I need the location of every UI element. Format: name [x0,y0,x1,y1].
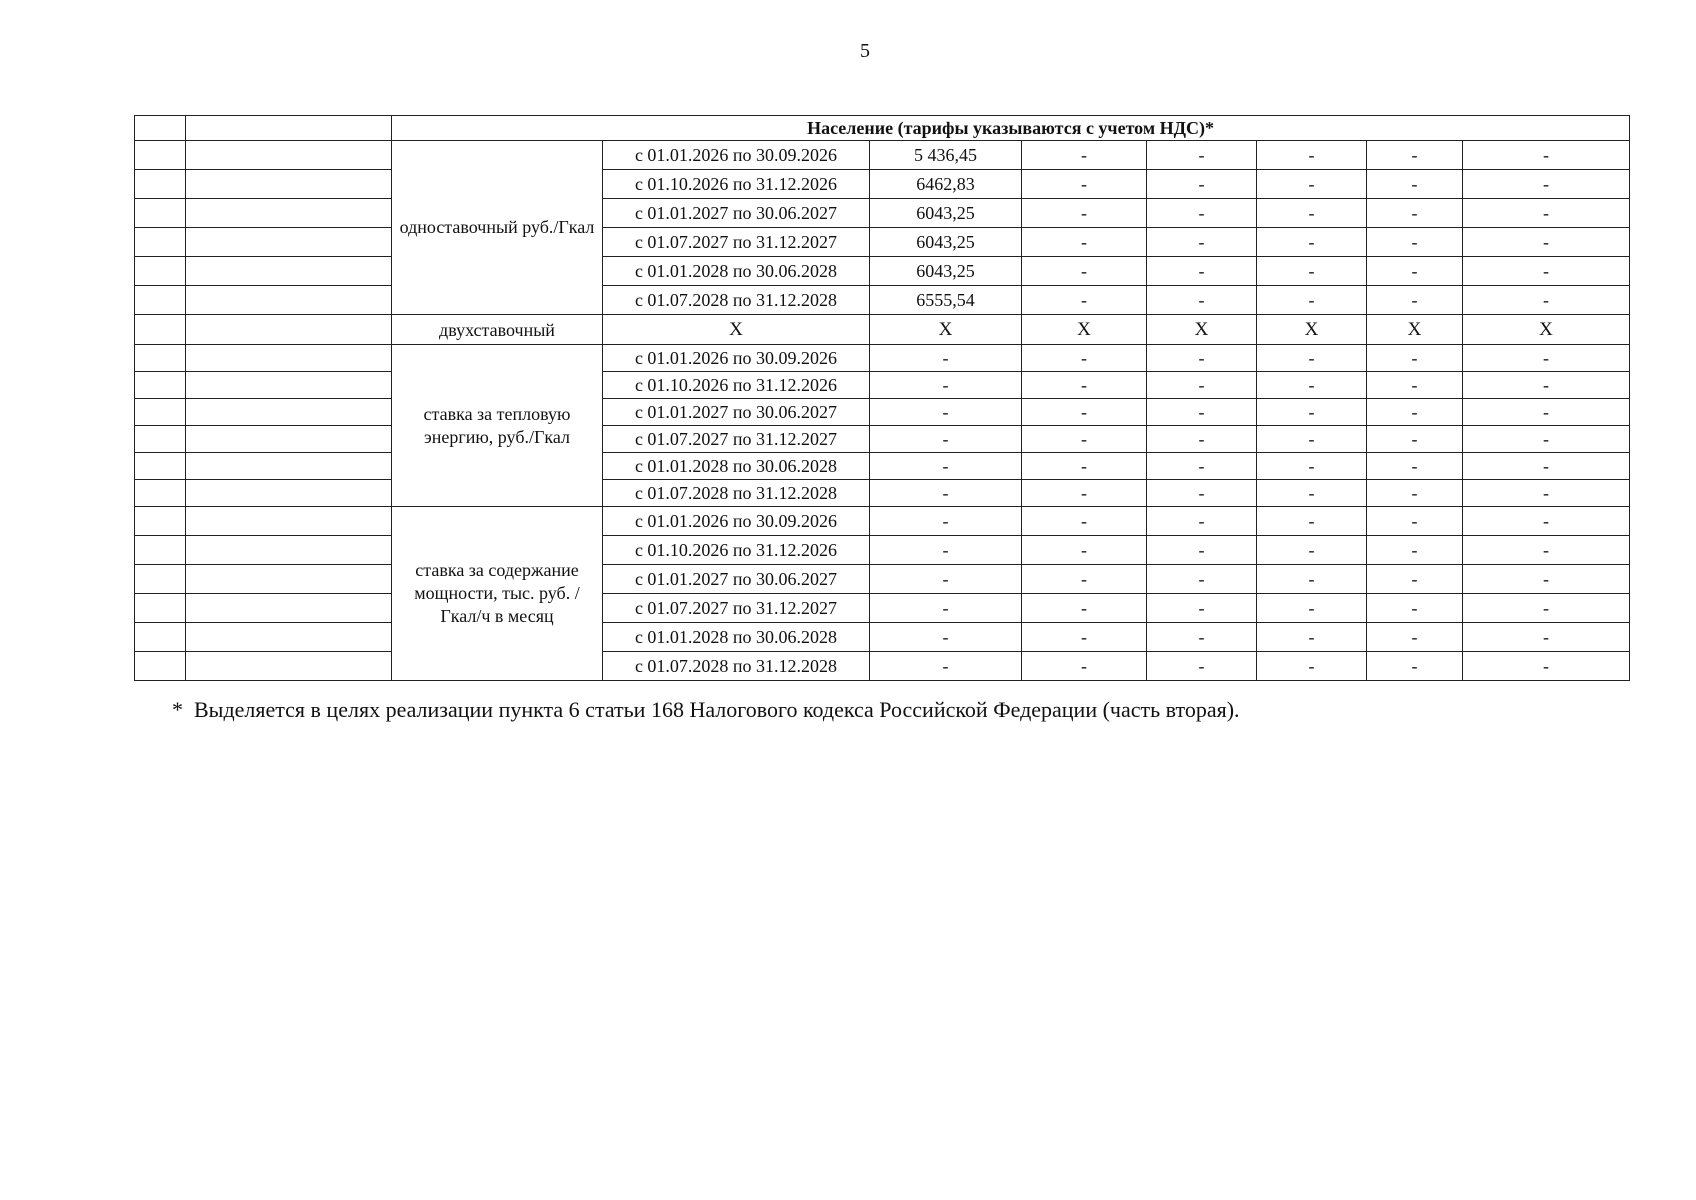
empty-cell [186,507,392,536]
two-rate-label: двухставочный [392,315,603,345]
single-rate-row [135,286,1630,315]
dash-cell: - [1147,594,1257,623]
single-rate-row [135,170,1630,199]
page-number: 5 [860,40,870,62]
dash-cell: - [1257,228,1367,257]
dash-cell: - [1463,345,1630,372]
period-cell: с 01.07.2028 по 31.12.2028 [603,480,870,507]
empty-cell [186,565,392,594]
dash-cell: - [1367,141,1463,170]
dash-cell: - [1147,345,1257,372]
tariff-value: 5 436,45 [870,141,1022,170]
dash-cell: - [1022,141,1147,170]
dash-cell: - [1257,623,1367,652]
dash-cell: - [1463,286,1630,315]
dash-cell: - [1367,399,1463,426]
dash-cell: - [1367,426,1463,453]
empty-cell [135,345,186,372]
dash-cell: - [1147,565,1257,594]
dash-cell: - [870,399,1022,426]
dash-cell: - [1367,345,1463,372]
single-rate-row [135,228,1630,257]
empty-cell [186,141,392,170]
empty-cell [135,257,186,286]
empty-cell [186,594,392,623]
empty-cell [135,652,186,681]
heat-energy-row [135,480,1630,507]
dash-cell: - [1463,257,1630,286]
dash-cell: - [1147,652,1257,681]
dash-cell: - [1147,623,1257,652]
dash-cell: - [1257,257,1367,286]
dash-cell: - [1463,507,1630,536]
dash-cell: - [1463,170,1630,199]
empty-cell [135,536,186,565]
dash-cell: - [1367,453,1463,480]
period-cell: с 01.01.2026 по 30.09.2026 [603,345,870,372]
empty-cell [135,199,186,228]
period-cell: с 01.10.2026 по 31.12.2026 [603,372,870,399]
empty-cell [186,623,392,652]
dash-cell: - [1257,286,1367,315]
dash-cell: - [1147,141,1257,170]
empty-cell [135,623,186,652]
section-title: Население (тарифы указываются с учетом НДС)* [392,116,1630,141]
period-cell: с 01.07.2027 по 31.12.2027 [603,594,870,623]
dash-cell: - [1257,594,1367,623]
dash-cell: - [1257,426,1367,453]
footnote-mark: * [172,697,183,722]
heat-energy-row [135,453,1630,480]
period-cell: с 01.01.2028 по 30.06.2028 [603,453,870,480]
cross-cell: X [1022,315,1147,345]
dash-cell: - [1147,372,1257,399]
dash-cell: - [1147,286,1257,315]
footnote-text: Выделяется в целях реализации пункта 6 статьи 168 Налогового кодекса Российской Федерации (часть вторая). [194,697,1240,722]
dash-cell: - [1022,286,1147,315]
capacity-row [135,652,1630,681]
dash-cell: - [1367,372,1463,399]
dash-cell: - [1367,286,1463,315]
empty-cell [135,399,186,426]
capacity-row [135,594,1630,623]
dash-cell: - [1257,372,1367,399]
dash-cell: - [1147,170,1257,199]
dash-cell: - [1257,141,1367,170]
cross-cell: X [1463,315,1630,345]
dash-cell: - [1022,345,1147,372]
dash-cell: - [870,453,1022,480]
dash-cell: - [870,345,1022,372]
section-header-row [135,116,1630,141]
dash-cell: - [1147,426,1257,453]
cross-cell: X [1367,315,1463,345]
dash-cell: - [870,536,1022,565]
empty-cell [186,257,392,286]
dash-cell: - [1257,480,1367,507]
tariff-value: 6043,25 [870,257,1022,286]
empty-cell [135,170,186,199]
period-cell: с 01.01.2027 по 30.06.2027 [603,565,870,594]
cross-cell: X [1257,315,1367,345]
period-cell: с 01.01.2027 по 30.06.2027 [603,199,870,228]
empty-cell [135,480,186,507]
dash-cell: - [1463,565,1630,594]
cross-cell: X [1147,315,1257,345]
dash-cell: - [1022,257,1147,286]
single-rate-row [135,257,1630,286]
dash-cell: - [1367,257,1463,286]
dash-cell: - [1367,536,1463,565]
dash-cell: - [1463,623,1630,652]
dash-cell: - [1022,623,1147,652]
empty-cell [186,536,392,565]
period-cell: с 01.01.2027 по 30.06.2027 [603,399,870,426]
dash-cell: - [1022,536,1147,565]
dash-cell: - [1147,453,1257,480]
dash-cell: - [1257,345,1367,372]
period-cell: с 01.07.2027 по 31.12.2027 [603,228,870,257]
empty-cell [186,345,392,372]
capacity-row [135,536,1630,565]
empty-cell [135,116,186,141]
dash-cell: - [870,426,1022,453]
dash-cell: - [1463,536,1630,565]
empty-cell [135,315,186,345]
dash-cell: - [1022,228,1147,257]
empty-cell [186,315,392,345]
empty-cell [135,507,186,536]
two-rate-row [135,315,1630,345]
tariff-table-body [135,116,1630,681]
single-rate-label: одноставочный руб./Гкал [392,141,603,315]
dash-cell: - [1463,141,1630,170]
empty-cell [186,399,392,426]
dash-cell: - [1257,565,1367,594]
period-cell: с 01.10.2026 по 31.12.2026 [603,170,870,199]
dash-cell: - [1147,199,1257,228]
dash-cell: - [1463,372,1630,399]
empty-cell [135,565,186,594]
dash-cell: - [1022,480,1147,507]
tariff-value: 6555,54 [870,286,1022,315]
single-rate-row [135,199,1630,228]
empty-cell [135,228,186,257]
heat-energy-row [135,426,1630,453]
tariff-value: 6043,25 [870,228,1022,257]
heat-energy-label: ставка за тепловую энергию, руб./Гкал [392,345,603,507]
period-cell: с 01.01.2028 по 30.06.2028 [603,257,870,286]
heat-energy-row [135,345,1630,372]
dash-cell: - [1147,507,1257,536]
dash-cell: - [1463,199,1630,228]
dash-cell: - [1257,453,1367,480]
period-cell: с 01.10.2026 по 31.12.2026 [603,536,870,565]
dash-cell: - [1367,199,1463,228]
dash-cell: - [1367,170,1463,199]
dash-cell: - [1463,453,1630,480]
dash-cell: - [870,480,1022,507]
dash-cell: - [1147,399,1257,426]
empty-cell [186,286,392,315]
dash-cell: - [1022,594,1147,623]
dash-cell: - [870,594,1022,623]
dash-cell: - [1367,623,1463,652]
dash-cell: - [1022,507,1147,536]
dash-cell: - [870,623,1022,652]
capacity-label: ставка за содержание мощности, тыс. руб. /Гкал/ч в месяц [392,507,603,681]
empty-cell [186,116,392,141]
empty-cell [135,141,186,170]
dash-cell: - [1022,372,1147,399]
dash-cell: - [870,565,1022,594]
capacity-row [135,507,1630,536]
empty-cell [186,480,392,507]
dash-cell: - [1022,565,1147,594]
empty-cell [186,372,392,399]
empty-cell [135,286,186,315]
dash-cell: - [1147,257,1257,286]
dash-cell: - [1257,170,1367,199]
empty-cell [135,372,186,399]
period-cell: с 01.01.2028 по 30.06.2028 [603,623,870,652]
dash-cell: - [1367,565,1463,594]
empty-cell [186,170,392,199]
dash-cell: - [1257,507,1367,536]
dash-cell: - [1367,228,1463,257]
dash-cell: - [870,372,1022,399]
dash-cell: - [1022,399,1147,426]
dash-cell: - [1463,399,1630,426]
dash-cell: - [1147,228,1257,257]
period-cell: с 01.07.2027 по 31.12.2027 [603,426,870,453]
empty-cell [135,426,186,453]
empty-cell [186,652,392,681]
dash-cell: - [1367,652,1463,681]
period-cell: с 01.07.2028 по 31.12.2028 [603,652,870,681]
dash-cell: - [1147,536,1257,565]
dash-cell: - [1367,480,1463,507]
period-cell: с 01.07.2028 по 31.12.2028 [603,286,870,315]
dash-cell: - [1022,170,1147,199]
period-cell: с 01.01.2026 по 30.09.2026 [603,507,870,536]
dash-cell: - [1022,199,1147,228]
dash-cell: - [870,507,1022,536]
cross-cell: X [603,315,870,345]
dash-cell: - [1367,507,1463,536]
empty-cell [186,199,392,228]
dash-cell: - [870,652,1022,681]
dash-cell: - [1022,652,1147,681]
dash-cell: - [1257,199,1367,228]
dash-cell: - [1367,594,1463,623]
dash-cell: - [1463,480,1630,507]
dash-cell: - [1463,652,1630,681]
empty-cell [186,426,392,453]
tariff-value: 6462,83 [870,170,1022,199]
dash-cell: - [1257,399,1367,426]
single-rate-row [135,141,1630,170]
heat-energy-row [135,372,1630,399]
capacity-row [135,623,1630,652]
empty-cell [186,228,392,257]
empty-cell [135,453,186,480]
dash-cell: - [1022,453,1147,480]
cross-cell: X [870,315,1022,345]
dash-cell: - [1257,652,1367,681]
empty-cell [186,453,392,480]
footnote [172,697,1240,723]
dash-cell: - [1257,536,1367,565]
tariff-table [134,115,1630,681]
capacity-row [135,565,1630,594]
empty-cell [135,594,186,623]
period-cell: с 01.01.2026 по 30.09.2026 [603,141,870,170]
tariff-value: 6043,25 [870,199,1022,228]
dash-cell: - [1463,594,1630,623]
dash-cell: - [1463,426,1630,453]
dash-cell: - [1147,480,1257,507]
dash-cell: - [1022,426,1147,453]
heat-energy-row [135,399,1630,426]
dash-cell: - [1463,228,1630,257]
